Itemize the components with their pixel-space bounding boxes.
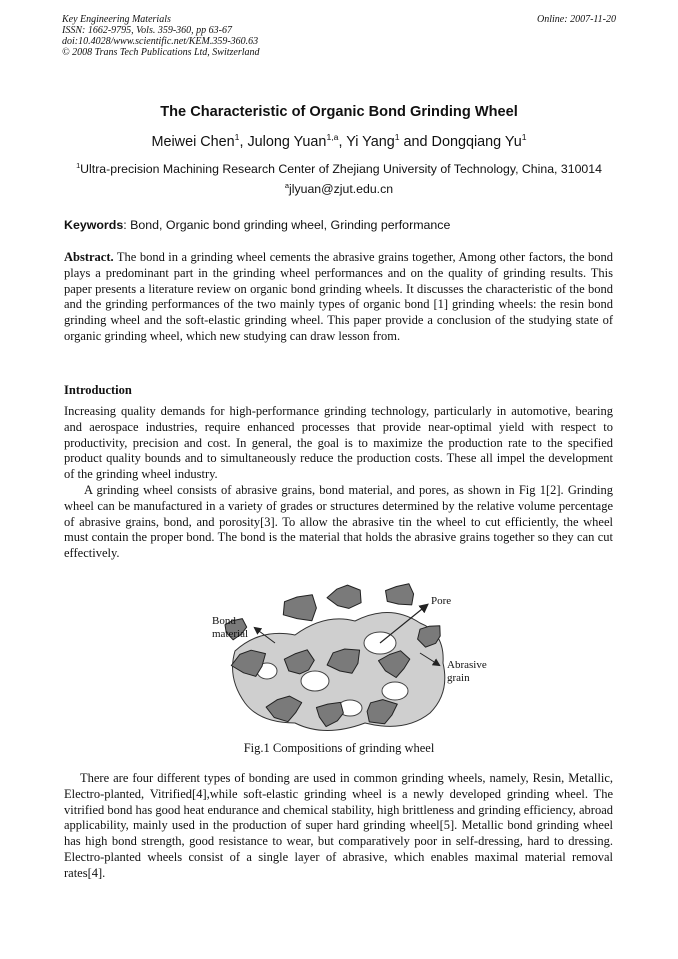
journal-doi: doi:10.4028/www.scientific.net/KEM.359-360.63: [62, 36, 259, 47]
online-date: Online: 2007-11-20: [537, 14, 616, 25]
author-affiliation-mark: 1,a: [326, 132, 339, 143]
author-affiliation-mark: 1: [394, 132, 400, 143]
author-name: Yi Yang: [346, 134, 395, 150]
abrasive-grain: [283, 595, 316, 621]
keywords-text: : Bond, Organic bond grinding wheel, Grinding performance: [123, 218, 451, 232]
author-name: Julong Yuan: [247, 134, 327, 150]
paper-title: The Characteristic of Organic Bond Grinding Wheel: [160, 104, 518, 120]
abrasive-grain-label: Abrasive grain: [447, 659, 487, 684]
figure-grinding-wheel: [205, 573, 505, 743]
pore-label: Pore: [431, 595, 452, 607]
figure-caption: Fig.1 Compositions of grinding wheel: [243, 741, 435, 755]
author-email: [0, 182, 678, 196]
affiliation: [0, 162, 678, 176]
journal-name: Key Engineering Materials: [62, 14, 171, 25]
author-name: Meiwei Chen: [151, 134, 235, 150]
grinding-wheel-diagram: [205, 573, 505, 743]
abrasive-grain: [386, 584, 414, 605]
bonding-types-paragraph: There are four different types of bonding are used in common grinding wheels, namely, Resin, Metallic, Electro-planted, Vitrified[4],while soft-elastic grinding wheel is a newly developed grinding wheel. The vitrified bond has good heat endurance and chemical stability, high brittleness and grinding efficiency, abroad applicability, mainly used in the production of super hard grinding wheel[5]. Metallic bond grinding wheel has high bond strength, good resistance to wear, but comparatively poor in self-dressing, hard to dressing. Electro-planted wheels consist of a single layer of abrasive, which enables maximal material removal rates[4].: [64, 771, 613, 880]
bond-material-label: Bond material: [212, 615, 249, 640]
author-list: [0, 134, 678, 150]
author-separator: and: [399, 134, 432, 150]
email-mark: a: [284, 180, 289, 190]
author-separator: ,: [338, 134, 347, 150]
affiliation-text: Ultra-precision Machining Research Center of Zhejiang University of Technology, China, 310014: [80, 162, 602, 176]
keywords-label: Keywords: [64, 218, 124, 232]
journal-header: [62, 14, 616, 58]
affiliation-mark: 1: [76, 160, 81, 170]
introduction-paragraph-1: Increasing quality demands for high-performance grinding technology, particularly in automotive, bearing and aerospace industries, require enhanced processes that provide near-optimal yield with respect to productivity, precision and cost. In general, the goal is to maximize the production rate to the specified product quality bounds and to simultaneously reduce the production costs. These all impel the development of the grinding wheel industry.: [64, 404, 613, 482]
pore: [301, 671, 329, 691]
keywords: [64, 218, 614, 232]
abstract-text: The bond in a grinding wheel cements the abrasive grains together, Among other factors, the bond plays a predominant part in the grinding wheel performances and on the quality of grinding results. This paper presents a literature review on organic bond grinding wheels. It discusses the characteristic of the bond and the grinding performances of the two mainly types of organic bond [1] grinding wheels: the resin bond grinding wheel and the soft-elastic grinding wheel. This paper provide a conclusion of the studying state of organic grinding wheel, which new studying can draw lesson from.: [64, 250, 613, 343]
journal-copyright: © 2008 Trans Tech Publications Ltd, Switzerland: [62, 47, 260, 58]
introduction-paragraph-2: A grinding wheel consists of abrasive grains, bond material, and pores, as shown in Fig 1[2]. Grinding wheel can be manufactured in a variety of grades or structures determined by the relative volume percentage of abrasive grains, bond, and porosity[3]. To allow the abrasive tin the wheel to cut efficiently, the wheel must contain the proper bond. The bond is the material that holds the abrasive grains together so they can cut effectively.: [64, 483, 613, 561]
abrasive-grain: [327, 585, 361, 608]
journal-issn: ISSN: 1662-9795, Vols. 359-360, pp 63-67: [62, 25, 232, 36]
author-name: Dongqiang Yu: [431, 134, 522, 150]
section-heading-introduction: Introduction: [64, 383, 132, 397]
pore: [382, 682, 408, 700]
abstract-label: Abstract.: [64, 250, 114, 264]
author-affiliation-mark: 1: [234, 132, 240, 143]
abstract: [64, 250, 613, 345]
email-text: jlyuan@zjut.edu.cn: [289, 182, 394, 196]
author-affiliation-mark: 1: [521, 132, 527, 143]
author-separator: ,: [239, 134, 248, 150]
